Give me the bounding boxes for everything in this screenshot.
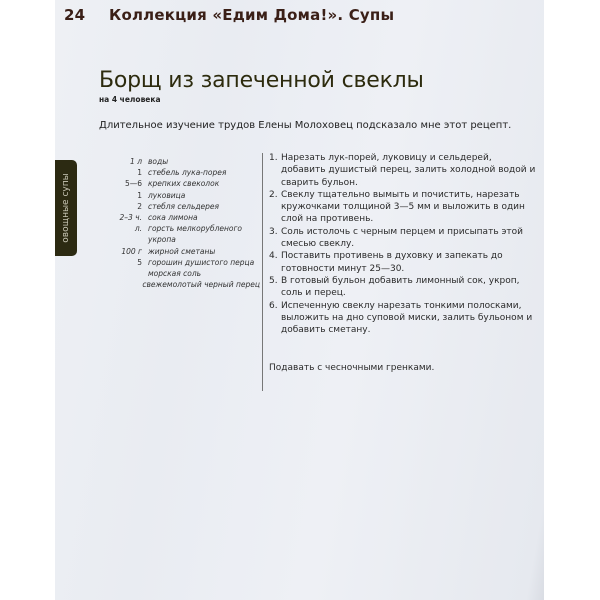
ingredient-item (110, 156, 260, 167)
page-header (64, 6, 394, 24)
ingredient-qty: 2–3 ч. л. (119, 212, 142, 234)
step-text: В готовый бульон добавить лимонный сок, укроп, соль и перец. (281, 275, 520, 299)
ingredient-qty (110, 223, 148, 234)
column-divider (262, 153, 263, 391)
ingredient-item (110, 167, 260, 178)
ingredient-qty: 5 (137, 257, 142, 267)
step-text: Поставить противень в духовку и запекать до готовности минут 25—30. (281, 251, 503, 274)
step-number: 5. (269, 275, 278, 286)
step-item (269, 300, 539, 337)
ingredient-name: луковица (148, 190, 186, 200)
step-item (269, 152, 539, 189)
step-item (269, 275, 539, 300)
step-item (269, 226, 539, 251)
ingredient-qty: 1 л (130, 157, 142, 166)
recipe-intro: Длительное изучение трудов Елены Молоховец подсказало мне этот рецепт. (99, 120, 512, 131)
ingredient-name: горошин душистого перца (148, 257, 255, 267)
ingredient-item (110, 246, 260, 257)
step-number: 3. (269, 226, 278, 237)
section-tab (55, 160, 77, 256)
ingredient-name: сока лимона (148, 212, 198, 222)
step-number: 1. (269, 153, 278, 163)
ingredient-list (110, 156, 260, 290)
ingredient-qty: 5—6 (124, 179, 142, 189)
ingredient-qty (110, 268, 148, 279)
book-page (55, 0, 544, 600)
ingredient-item (110, 234, 260, 245)
ingredient-name: укропа (148, 235, 176, 245)
serving-suggestion: Подавать с чесночными гренками. (269, 363, 435, 373)
ingredient-name: крепких свеколок (148, 179, 220, 189)
ingredient-name: воды (148, 157, 169, 166)
ingredient-qty (110, 279, 142, 290)
step-text: Испеченную свеклу нарезать тонкими полосками, выложить на дно суповой миски, залить бульоном и добавить сметану. (281, 300, 533, 336)
step-item (269, 189, 539, 226)
servings-note: на 4 человека (99, 95, 161, 104)
ingredient-name: жирной сметаны (148, 246, 216, 256)
ingredient-item (110, 223, 260, 234)
page-number: 24 (64, 6, 86, 24)
ingredient-name: морская соль (148, 268, 202, 278)
ingredient-qty: 1 (137, 190, 142, 200)
ingredient-item (110, 257, 260, 268)
step-number: 4. (269, 251, 278, 262)
step-text: Нарезать лук-порей, луковицу и сельдерей, добавить душистый перец, залить холодной водой и сварить бульон. (281, 153, 536, 188)
steps-list (269, 152, 539, 336)
ingredient-qty (110, 234, 148, 245)
ingredient-name: горсть мелкорубленого (148, 224, 243, 234)
step-item (269, 250, 539, 275)
collection-title: Коллекция «Едим Дома!». Супы (109, 6, 395, 24)
step-text: Соль истолочь с черным перцем и присыпать этой смесью свеклу. (281, 226, 524, 250)
step-number: 6. (269, 300, 278, 311)
step-text: Свеклу тщательно вымыть и почистить, нарезать кружочками толщиной 3—5 мм и выложить в один слой на противень. (281, 189, 525, 225)
ingredient-name: стебель лука-порея (148, 168, 227, 178)
step-number: 2. (269, 189, 278, 200)
ingredient-qty: 100 г (121, 246, 142, 256)
ingredient-item (110, 190, 260, 201)
ingredient-item (110, 268, 260, 279)
ingredient-qty: 2 (137, 201, 142, 211)
recipe-title: Борщ из запеченной свеклы (99, 68, 424, 93)
ingredient-name: свежемолотый черный перец (142, 280, 260, 290)
ingredient-item (110, 279, 260, 290)
ingredient-item (110, 178, 260, 189)
ingredient-item (110, 201, 260, 212)
section-tab-label: овощные супы (61, 173, 71, 243)
ingredient-name: стебля сельдерея (148, 201, 220, 211)
ingredient-qty: 1 (137, 168, 142, 178)
